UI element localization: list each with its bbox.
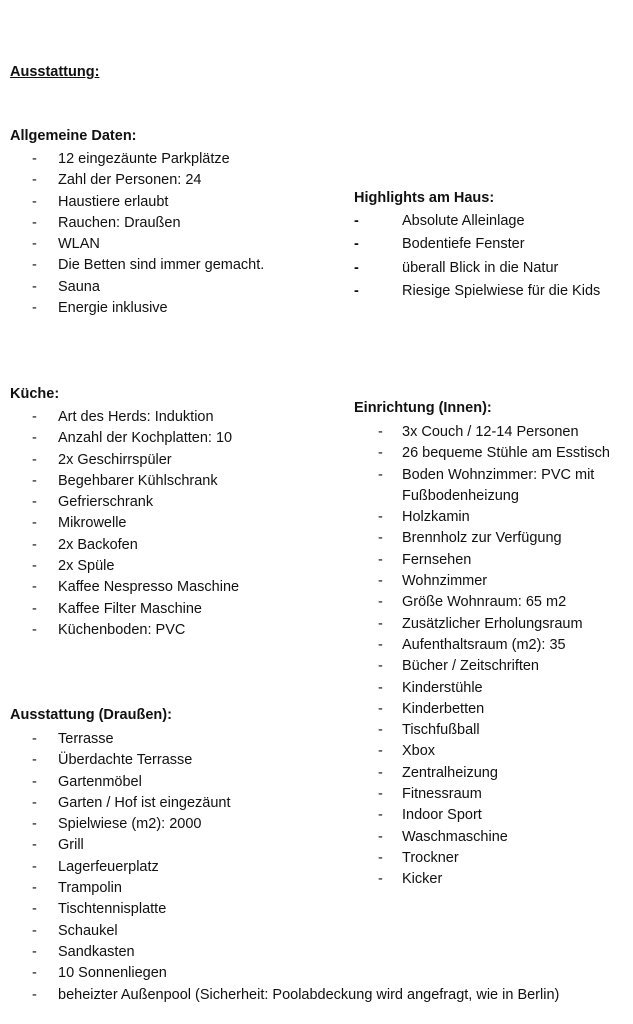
list-item-text: Holzkamin xyxy=(402,509,470,526)
list-item xyxy=(354,678,629,699)
list-item-text: WLAN xyxy=(58,236,100,253)
bullet-dash: - xyxy=(32,773,37,790)
list-item-text: Absolute Alleinlage xyxy=(402,213,525,229)
list-item xyxy=(0,878,625,899)
bullet-dash: - xyxy=(32,558,37,575)
list-item-text: Anzahl der Kochplatten: 10 xyxy=(58,430,233,447)
bullet-dash: - xyxy=(378,658,383,675)
bullet-dash: - xyxy=(32,257,37,274)
bullet-dash: - xyxy=(32,965,37,982)
list-item-text: Trockner xyxy=(402,849,459,866)
list-item xyxy=(354,443,629,464)
list-item xyxy=(0,277,340,298)
list-item xyxy=(354,571,629,592)
bullet-dash: - xyxy=(32,579,37,596)
list-item-text: Bücher / Zeitschriften xyxy=(402,658,539,675)
bullet-dash: - xyxy=(32,794,37,811)
list-item-text: Haustiere erlaubt xyxy=(58,193,169,210)
bullet-dash: - xyxy=(32,731,37,747)
list-item xyxy=(0,192,340,213)
heading-einrichtung: Einrichtung (Innen): xyxy=(354,400,492,416)
list-item-text: 2x Geschirrspüler xyxy=(58,451,172,468)
list-item xyxy=(0,899,625,920)
list-item-text: Gefrierschrank xyxy=(58,494,154,511)
bullet-dash: - xyxy=(378,615,383,632)
list-item xyxy=(354,210,629,233)
list-item-text: Grill xyxy=(58,837,84,854)
list-item-text: Bodentiefe Fenster xyxy=(402,236,525,253)
list-item xyxy=(0,492,340,513)
bullet-dash: - xyxy=(378,786,383,803)
bullet-dash: - xyxy=(32,752,37,769)
list-item-text: Gartenmöbel xyxy=(58,773,142,790)
list-item xyxy=(0,985,625,1006)
list-item-text: Schaukel xyxy=(58,922,118,939)
bullet-dash: - xyxy=(32,236,37,253)
list-item xyxy=(0,772,625,793)
list-item-text: Aufenthaltsraum (m2): 35 xyxy=(402,636,566,653)
bullet-dash: - xyxy=(32,600,37,617)
list-item xyxy=(0,793,625,814)
list-highlights xyxy=(354,210,629,303)
bullet-dash: - xyxy=(32,430,37,447)
bullet-dash: - xyxy=(32,278,37,295)
list-item xyxy=(354,507,629,528)
list-item xyxy=(354,257,629,280)
list-item xyxy=(0,963,625,984)
list-item xyxy=(0,298,340,319)
list-item xyxy=(354,550,629,571)
list-allgemeine-daten xyxy=(0,149,340,319)
list-item xyxy=(0,942,625,963)
list-item xyxy=(354,280,629,303)
heading-highlights: Highlights am Haus: xyxy=(354,190,495,206)
list-item xyxy=(0,835,625,856)
bullet-dash: - xyxy=(32,515,37,532)
list-item xyxy=(0,513,340,534)
list-item xyxy=(354,422,629,443)
bullet-dash: - xyxy=(378,424,383,440)
list-item-text: Sauna xyxy=(58,278,100,295)
list-item xyxy=(354,233,629,256)
list-item-text: Wohnzimmer xyxy=(402,573,488,590)
bullet-dash: - xyxy=(378,722,383,739)
list-item xyxy=(354,656,629,677)
bullet-dash: - xyxy=(378,636,383,653)
list-item xyxy=(354,486,629,507)
list-item-text: Zahl der Personen: 24 xyxy=(58,172,202,189)
list-item-text: Kaffee Nespresso Maschine xyxy=(58,579,240,596)
list-item-text: Terrasse xyxy=(58,731,114,747)
bullet-dash: - xyxy=(378,807,383,824)
heading-allgemeine-daten: Allgemeine Daten: xyxy=(10,128,137,144)
list-item xyxy=(0,535,340,556)
list-item-text: Tischfußball xyxy=(402,722,480,739)
list-item-text: Fernsehen xyxy=(402,551,472,568)
list-item-text: Fitnessraum xyxy=(402,786,482,803)
bullet-dash: - xyxy=(32,943,37,960)
list-item-text: Begehbarer Kühlschrank xyxy=(58,472,218,489)
bullet-dash: - xyxy=(378,849,383,866)
bullet-dash: - xyxy=(378,871,383,888)
bullet-dash: - xyxy=(378,573,383,590)
list-item-text: Größe Wohnraum: 65 m2 xyxy=(402,594,567,611)
list-item-text: Kaffee Filter Maschine xyxy=(58,600,202,617)
bullet-dash: - xyxy=(32,151,37,167)
bullet-dash: - xyxy=(378,594,383,611)
list-item-text: Kicker xyxy=(402,871,443,888)
bullet-dash: - xyxy=(32,214,37,231)
list-item xyxy=(354,635,629,656)
bullet-dash: - xyxy=(32,986,37,1003)
document-title: Ausstattung: xyxy=(10,64,100,80)
list-item xyxy=(0,234,340,255)
list-item-text: Fußbodenheizung xyxy=(402,487,519,504)
list-item-text: Xbox xyxy=(402,743,436,760)
list-item-text: Lagerfeuerplatz xyxy=(58,858,159,875)
list-item xyxy=(354,614,629,635)
list-item xyxy=(0,577,340,598)
bullet-dash: - xyxy=(354,259,359,276)
list-item xyxy=(0,170,340,191)
list-item xyxy=(0,814,625,835)
bullet-dash: - xyxy=(378,679,383,696)
bullet-dash: - xyxy=(32,172,37,189)
list-item xyxy=(0,255,340,276)
list-item-text: Sandkasten xyxy=(58,943,135,960)
list-item xyxy=(0,428,340,449)
bullet-dash: - xyxy=(378,743,383,760)
list-item-text: Zentralheizung xyxy=(402,764,498,781)
bullet-dash: - xyxy=(32,536,37,553)
list-item-text: Brennholz zur Verfügung xyxy=(402,530,562,547)
list-item-text: Art des Herds: Induktion xyxy=(58,409,214,425)
list-item xyxy=(354,592,629,613)
bullet-dash: - xyxy=(354,213,359,229)
list-item-text: Spielwiese (m2): 2000 xyxy=(58,816,202,833)
bullet-dash: - xyxy=(378,509,383,526)
list-item-text: Tischtennisplatte xyxy=(58,901,167,918)
list-item-text: Die Betten sind immer gemacht. xyxy=(58,257,265,274)
bullet-dash: - xyxy=(32,451,37,468)
bullet-dash: - xyxy=(378,551,383,568)
list-item-text: Indoor Sport xyxy=(402,807,482,824)
bullet-dash: - xyxy=(378,466,383,483)
list-item-text: 2x Spüle xyxy=(58,558,115,575)
list-item xyxy=(0,450,340,471)
list-item-text: Boden Wohnzimmer: PVC mit xyxy=(402,466,595,483)
list-item-text: 3x Couch / 12-14 Personen xyxy=(402,424,579,440)
list-item-text: Kinderstühle xyxy=(402,679,483,696)
list-item xyxy=(354,465,629,486)
bullet-dash: - xyxy=(32,922,37,939)
list-item-text: Garten / Hof ist eingezäunt xyxy=(58,794,231,811)
list-item xyxy=(0,471,340,492)
list-item-text: Küchenboden: PVC xyxy=(58,621,186,638)
list-item xyxy=(0,556,340,577)
list-item-text: Zusätzlicher Erholungsraum xyxy=(402,615,583,632)
list-item xyxy=(354,699,629,720)
list-item xyxy=(0,857,625,878)
list-draussen xyxy=(0,729,625,1006)
bullet-dash: - xyxy=(354,236,359,253)
bullet-dash: - xyxy=(32,300,37,317)
bullet-dash: - xyxy=(32,621,37,638)
list-kueche xyxy=(0,407,340,641)
list-item xyxy=(0,599,340,620)
list-item-text: beheizter Außenpool (Sicherheit: Poolabdeckung wird angefragt, wie in Berlin) xyxy=(58,986,560,1003)
list-item-text: Überdachte Terrasse xyxy=(58,752,193,769)
bullet-dash: - xyxy=(378,530,383,547)
bullet-dash: - xyxy=(32,837,37,854)
bullet-dash: - xyxy=(32,472,37,489)
heading-kueche: Küche: xyxy=(10,386,60,402)
bullet-dash: - xyxy=(378,445,383,462)
bullet-dash: - xyxy=(32,816,37,833)
list-item-text: Trampolin xyxy=(58,880,122,897)
bullet-dash: - xyxy=(378,764,383,781)
list-item-text: Waschmaschine xyxy=(402,828,508,845)
list-item-text: Kinderbetten xyxy=(402,700,485,717)
bullet-dash: - xyxy=(354,282,359,299)
heading-draussen: Ausstattung (Draußen): xyxy=(10,707,172,723)
list-item-text: überall Blick in die Natur xyxy=(402,259,559,276)
bullet-dash: - xyxy=(32,858,37,875)
list-item-text: 2x Backofen xyxy=(58,536,138,553)
list-item xyxy=(0,213,340,234)
list-item xyxy=(0,921,625,942)
bullet-dash: - xyxy=(32,193,37,210)
list-item xyxy=(0,729,625,750)
list-item-text: Riesige Spielwiese für die Kids xyxy=(402,282,601,299)
list-item-text: 10 Sonnenliegen xyxy=(58,965,167,982)
bullet-dash: - xyxy=(32,409,37,425)
list-item-text: 12 eingezäunte Parkplätze xyxy=(58,151,230,167)
list-item xyxy=(0,620,340,641)
list-item-text: Rauchen: Draußen xyxy=(58,214,181,231)
bullet-dash: - xyxy=(32,494,37,511)
list-item-text: Mikrowelle xyxy=(58,515,127,532)
list-item xyxy=(0,750,625,771)
list-item xyxy=(354,528,629,549)
bullet-dash: - xyxy=(378,828,383,845)
list-item-text: 26 bequeme Stühle am Esstisch xyxy=(402,445,610,462)
bullet-dash: - xyxy=(32,880,37,897)
list-item-text: Energie inklusive xyxy=(58,300,168,317)
bullet-dash: - xyxy=(378,700,383,717)
bullet-dash: - xyxy=(32,901,37,918)
list-item xyxy=(0,407,340,428)
list-item xyxy=(0,149,340,170)
